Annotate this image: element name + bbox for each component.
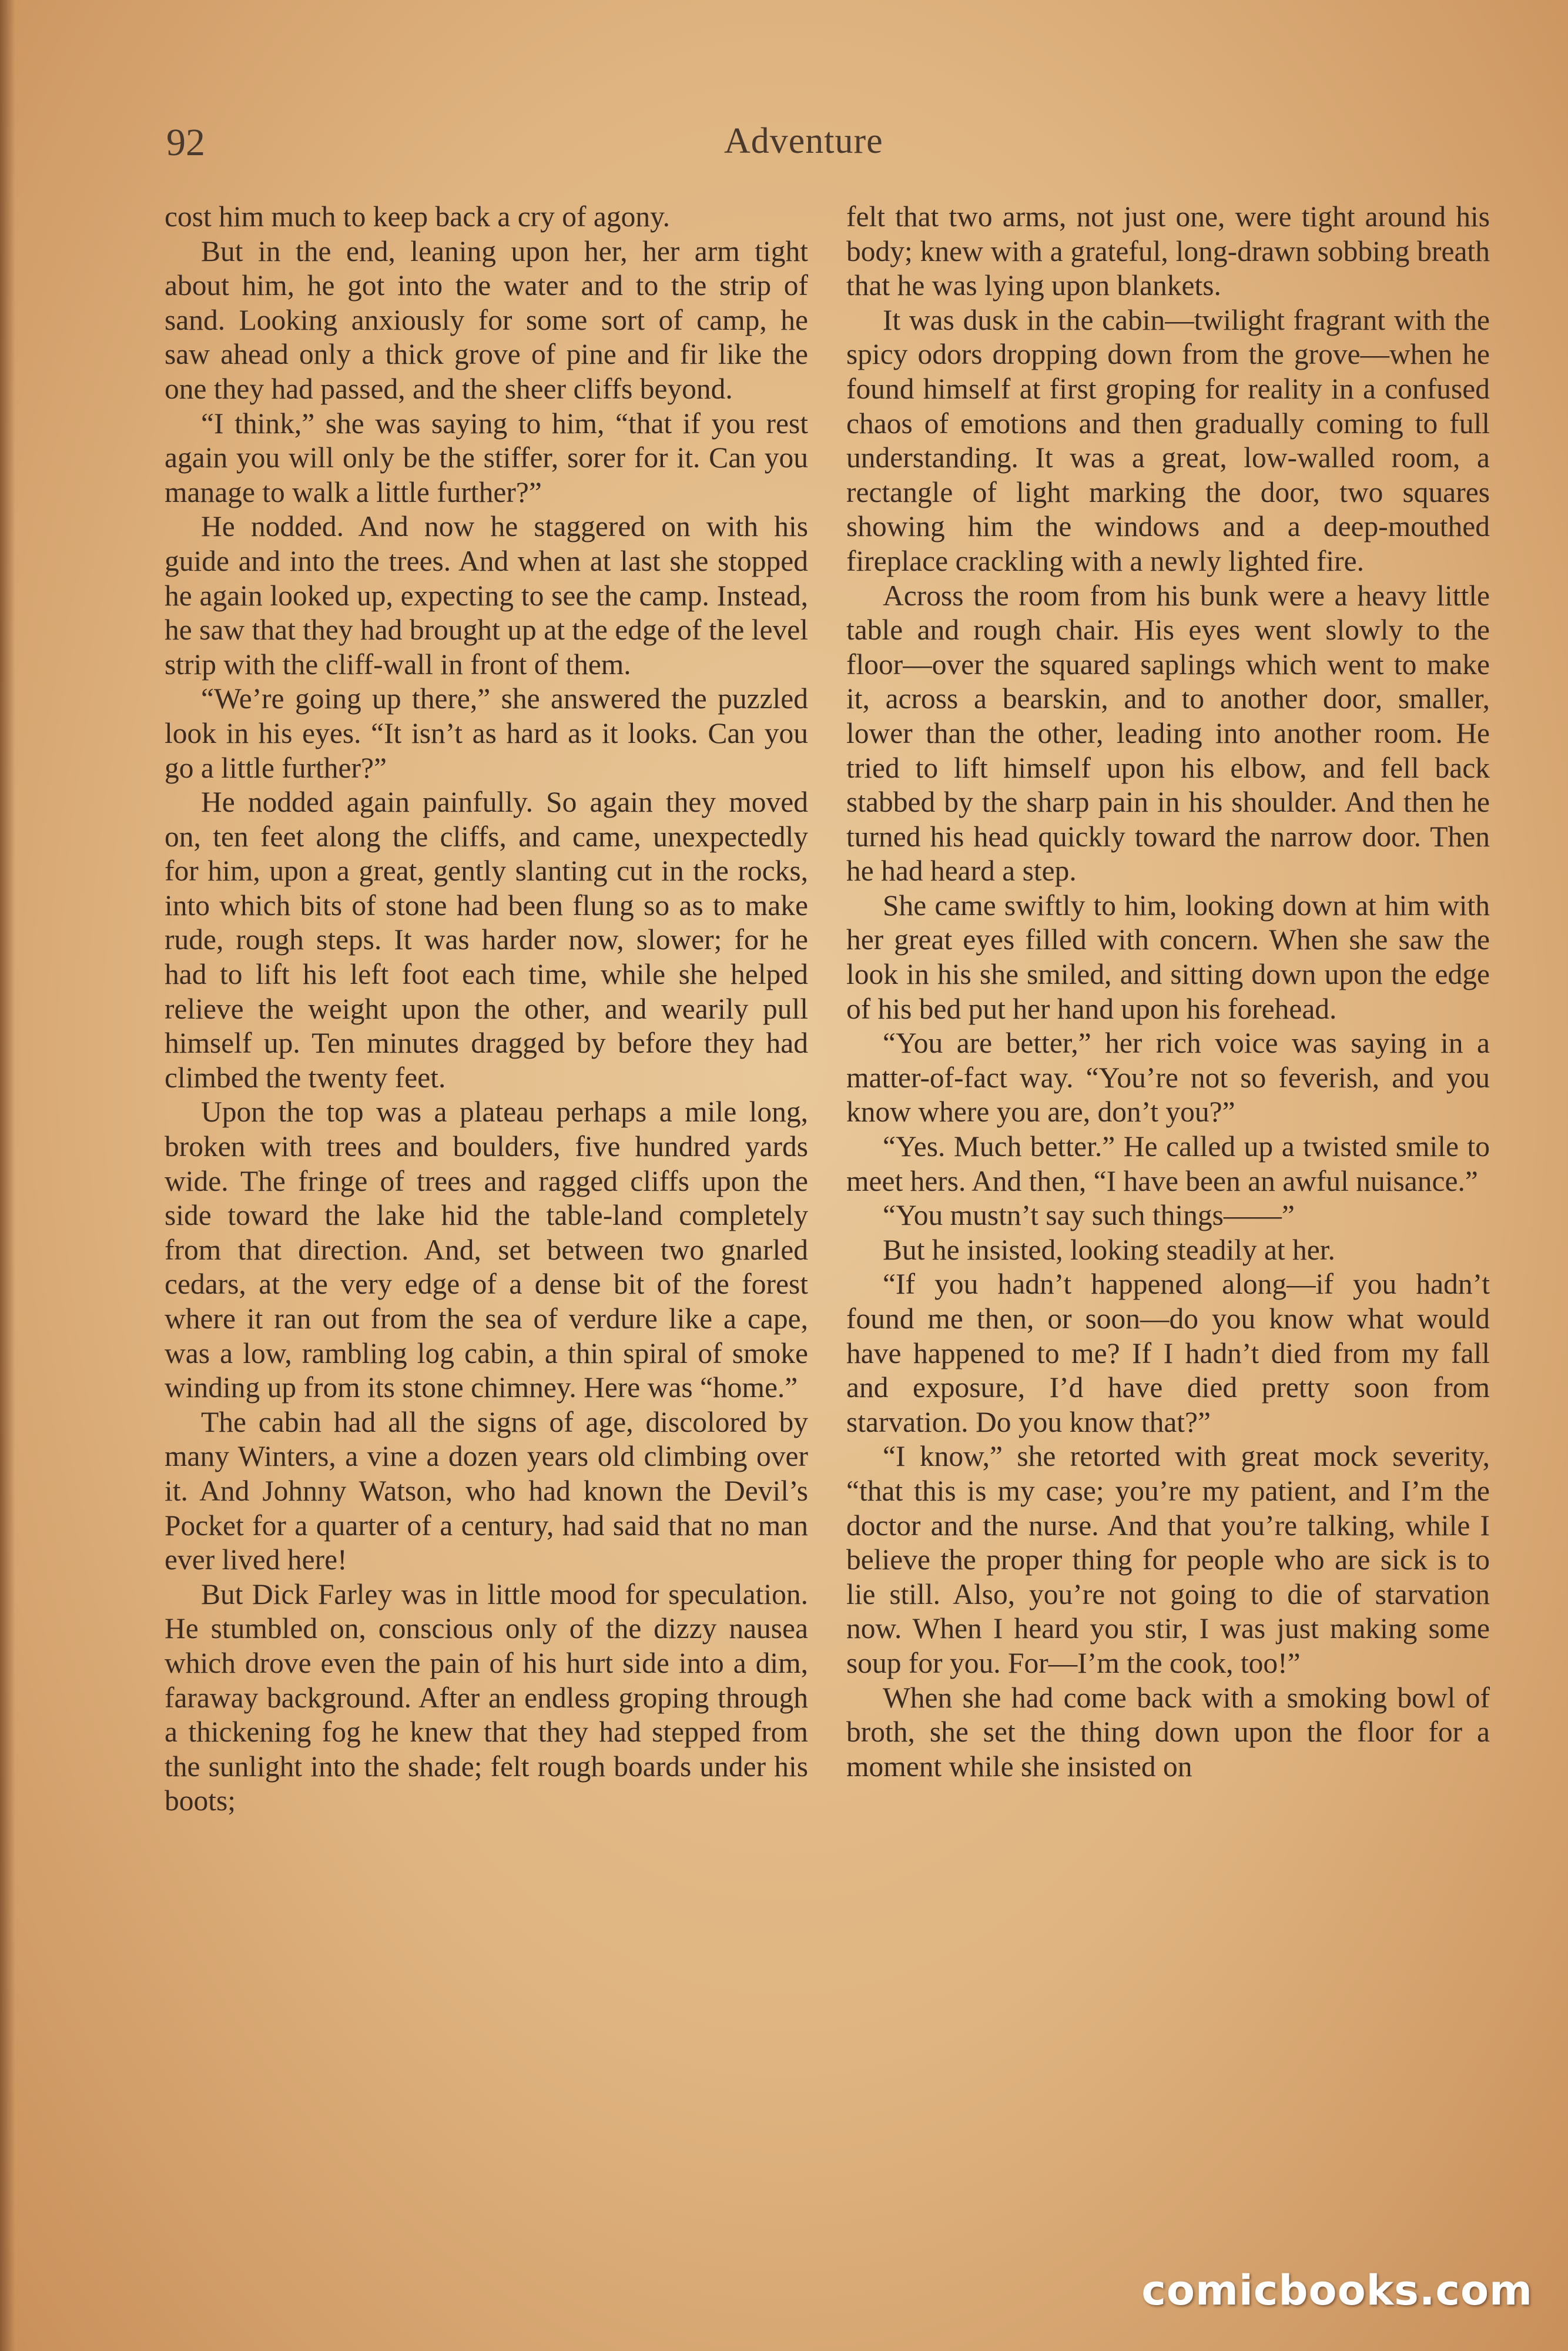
running-head: Adventure [724, 121, 883, 161]
page-edge-shadow [0, 0, 15, 2351]
paragraph: “I know,” she retorted with great mock severity, “that this is my case; you’re my patient, and I’m the doctor and the nurse. And that you’re talking, while I believe the proper thing for people who are sick is to lie still. Also, you’re not going to die of starvation now. When I heard you stir, I was just making some soup for you. For—I’m the cook, too!” [846, 1440, 1490, 1679]
paragraph: But he insisted, looking steadily at her. [883, 1233, 1335, 1266]
paragraph: “You are better,” her rich voice was saying in a matter-of-fact way. “You’re not so feverish, and you know where you are, don’t you?” [846, 1027, 1490, 1128]
paragraph: “We’re going up there,” she answered the puzzled look in his eyes. “It isn’t as hard as it looks. Can you go a little further?” [165, 682, 808, 784]
paragraph: “I think,” she was saying to him, “that if you rest again you will only be the stiffer, sorer for it. Can you manage to walk a little further?” [165, 407, 808, 508]
paragraph: She came swiftly to him, looking down at him with her great eyes filled with concern. When she saw the look in his she smiled, and sitting down upon the edge of his bed put her hand upon his forehead. [846, 889, 1490, 1025]
left-column [165, 200, 808, 1818]
paragraph: The cabin had all the signs of age, discolored by many Winters, a vine a dozen years old climbing over it. And Johnny Watson, who had known the Devil’s Pocket for a quarter of a century, had said that no man ever lived here! [165, 1405, 808, 1576]
paragraph: He nodded again painfully. So again they moved on, ten feet along the cliffs, and came, unexpectedly for him, upon a great, gently slanting cut in the rocks, into which bits of stone had been flung so as to make rude, rough steps. It was harder now, slower; for he had to lift his left foot each time, while she helped relieve the weight upon the other, and wearily pull himself up. Ten minutes dragged by before they had climbed the twenty feet. [165, 786, 808, 1094]
paragraph: “If you hadn’t happened along—if you hadn’t found me then, or soon—do you know what would have happened to me? If I hadn’t died from my fall and exposure, I’d have died pretty soon from starvation. Do you know that?” [846, 1268, 1490, 1438]
paragraph: felt that two arms, not just one, were tight around his body; knew with a grateful, long-drawn sobbing breath that he was lying upon blankets. [846, 200, 1490, 302]
paragraph: “You mustn’t say such things——” [883, 1199, 1295, 1232]
paragraph: But in the end, leaning upon her, her arm tight about him, he got into the water and to the strip of sand. Looking anxiously for some sort of camp, he saw ahead only a thick grove of pine and fir like the one they had passed, and the sheer cliffs beyond. [165, 235, 808, 405]
paragraph: But Dick Farley was in little mood for speculation. He stumbled on, conscious only of the dizzy nausea which drove even the pain of his hurt side into a dim, faraway background. After an endless groping through a thickening fog he knew that they had stepped from the sunlight into the shade; felt rough boards under his boots; [165, 1578, 808, 1817]
paragraph: It was dusk in the cabin—twilight fragrant with the spicy odors dropping down from the grove—when he found himself at first groping for reality in a confused chaos of emotions and then gradually coming to full understanding. It was a great, low-walled room, a rectangle of light marking the door, two squares showing him the windows and a deep-mouthed fireplace crackling with a newly lighted fire. [846, 303, 1490, 577]
paragraph: “Yes. Much better.” He called up a twisted smile to meet hers. And then, “I have been an awful nuisance.” [846, 1130, 1490, 1197]
page-number: 92 [166, 121, 205, 164]
paragraph: Upon the top was a plateau perhaps a mile long, broken with trees and boulders, five hundred yards wide. The fringe of trees and ragged cliffs upon the side toward the lake hid the table-land completely from that direction. And, set between two gnarled cedars, at the very edge of a dense bit of the forest where it ran out from the sea of verdure like a cape, was a low, rambling log cabin, a thin spiral of smoke winding up from its stone chimney. Here was “home.” [165, 1096, 808, 1404]
paragraph: When she had come back with a smoking bowl of broth, she set the thing down upon the floor for a moment while she insisted on [846, 1681, 1490, 1783]
watermark: comicbooks.com [1141, 2266, 1533, 2315]
paragraph: cost him much to keep back a cry of agony. [165, 200, 671, 233]
paragraph: Across the room from his bunk were a heavy little table and rough chair. His eyes went slowly to the floor—over the squared saplings which went to make it, across a bearskin, and to another door, smaller, lower than the other, leading into another room. He tried to lift himself upon his elbow, and fell back stabbed by the sharp pain in his shoulder. And then he turned his head quickly toward the narrow door. Then he had heard a step. [846, 579, 1490, 888]
paragraph: He nodded. And now he staggered on with his guide and into the trees. And when at last she stopped he again looked up, expecting to see the camp. Instead, he saw that they had brought up at the edge of the level strip with the cliff-wall in front of them. [165, 510, 808, 681]
right-column [846, 200, 1490, 1784]
